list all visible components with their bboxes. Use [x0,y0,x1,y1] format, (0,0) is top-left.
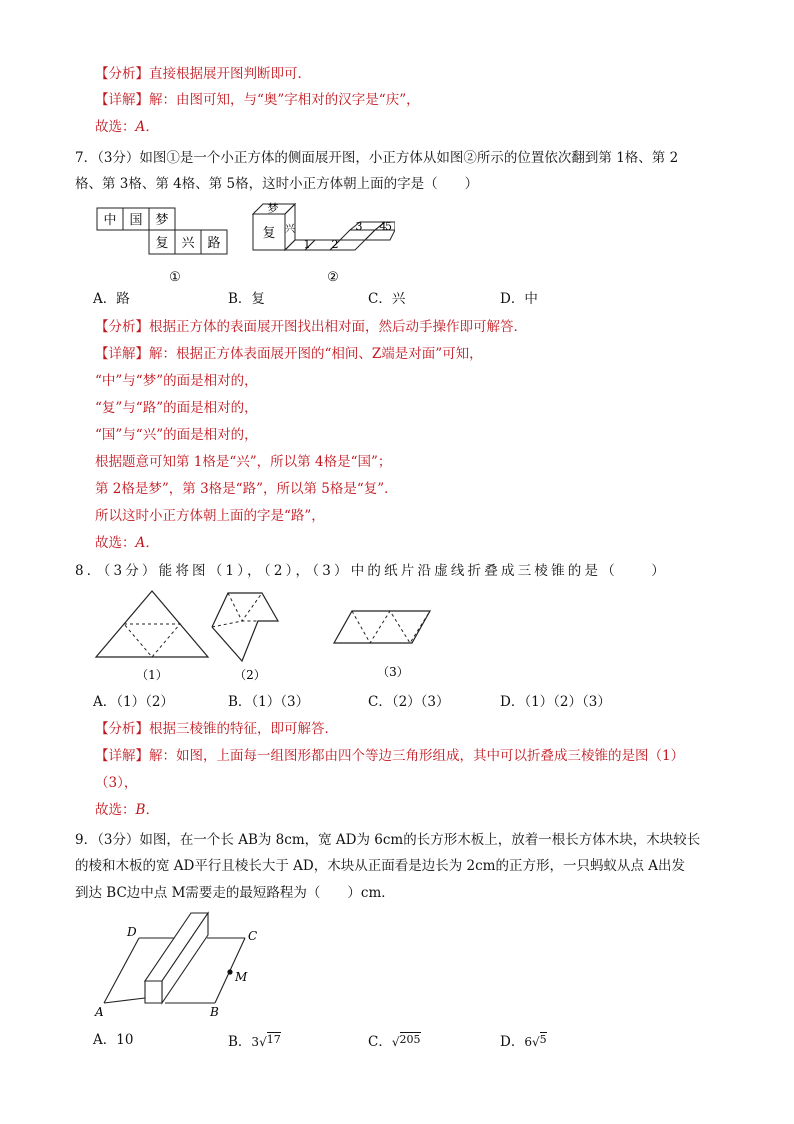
q8-caption-1: （1） [136,668,168,682]
q8-answer [95,800,159,820]
q9-figure [90,905,260,1020]
q9-option-a[interactable]: A．10 [93,1032,134,1048]
detail-line1: 解：如图，上面每一组图形都由四个等边三角形组成，其中可以折叠成三棱锥的是图（1） [149,748,685,764]
q8-analysis [95,719,338,739]
option-prefix: C． [368,1034,392,1050]
fig1-cell-meng: 梦 [155,213,169,228]
q9-stem-line1: 9．（3分）如图，在一个长 AB为 8cm，宽 AD为 6cm的长方形木板上，放着一根长方体木块，木块较长 [75,832,701,848]
q7-figures [95,200,395,290]
q7-option-d[interactable]: D．中 [500,291,538,307]
radical-icon: √ [531,1035,540,1049]
option-radicand: 17 [266,1033,281,1046]
fig2-cube-side: 兴 [285,224,295,235]
q8-option-d[interactable]: D．（1）（2）（3） [500,694,611,710]
q9-point-m [227,969,232,974]
option-coef: 3 [251,1035,260,1049]
q8-fig2 [212,593,278,661]
label-d: D [127,925,137,939]
q7-analysis [95,317,527,337]
q6-analysis [95,64,311,84]
q7-answer [95,533,159,553]
q8-detail [95,746,684,766]
fig1-cell-zhong: 中 [103,213,117,228]
q7-stem-line1: 7．（3分）如图①是一个小正方体的侧面展开图，小正方体从如图②所示的位置依次翻到第 1格、第 2 [75,150,679,166]
q8-detail-line2: （3）， [95,775,138,791]
fig2-cube-top: 梦 [267,202,279,215]
fig2-square-5: 5 [385,220,392,233]
fig1-caption: ① [169,270,181,285]
radical-icon: √ [259,1035,267,1049]
q7-stem-line2: 格、第 3格、第 4格、第 5格，这时小正方体朝上面的字是（ ） [75,176,479,192]
q8-fig3 [334,611,430,643]
fig2-caption: ② [327,270,339,285]
q8-figures [90,585,460,690]
q9-option-c[interactable] [368,1030,421,1052]
fig1-cell-fu: 复 [155,236,169,251]
fig1-cell-guo: 国 [129,213,143,228]
answer-prefix: 故选： [95,119,136,135]
fig2-cube-front: 复 [262,226,276,241]
q7-detail-line-5: 第 2格是梦”，第 3格是“路”，所以第 5格是“复”． [95,481,398,497]
q8-option-c[interactable]: C．（2）（3） [368,694,450,710]
q7-detail-line-3: “国”与“兴”的面是相对的， [95,427,258,443]
analysis-text: 根据三棱锥的特征，即可解答． [149,721,338,737]
option-coef: 6 [524,1035,532,1049]
q8-stem: 8．（3分）能将图（1），（2），（3）中的纸片沿虚线折叠成三棱锥的是（ ） [75,563,668,579]
fig2-square-4: 4 [379,220,387,233]
analysis-tag: 【分析】 [95,721,149,737]
detail-tag: 【详解】 [95,346,149,362]
q7-option-a[interactable]: A．路 [93,291,130,307]
q8-option-a[interactable]: A．（1）（2） [93,694,174,710]
q9-option-b[interactable] [228,1030,281,1052]
label-c: C [248,929,258,943]
q8-fig1 [96,591,208,657]
analysis-tag: 【分析】 [95,66,149,82]
q9-stem-line3: 到达 BC边中点 M需要走的最短路程为（ ）cm． [75,885,395,901]
q7-option-c[interactable]: C．兴 [368,291,406,307]
option-prefix: B． [228,1034,252,1050]
fig2-square-2: 2 [331,238,339,251]
q7-detail [95,344,483,364]
radical-icon: √ [391,1035,400,1049]
detail-tag: 【详解】 [95,92,149,108]
fig2-square-1: 1 [303,238,311,251]
label-m: M [235,970,248,984]
fig2-square-3: 3 [355,220,363,233]
answer-letter: B． [135,802,159,818]
q8-option-b[interactable]: B．（1）（3） [228,694,310,710]
q8-caption-2: （2） [234,668,266,682]
q9-option-d[interactable] [500,1030,547,1052]
analysis-tag: 【分析】 [95,319,149,335]
q9-stem-line2: 的棱和木板的宽 AD平行且棱长大于 AD，木块从正面看是边长为 2cm的正方形，一只蚂蚁从点 A出发 [75,858,686,874]
q6-answer [95,117,159,137]
q7-option-b[interactable]: B．复 [228,291,265,307]
q7-detail-line-1: “中”与“梦”的面是相对的， [95,373,258,389]
option-radicand: 5 [539,1033,547,1046]
detail-tag: 【详解】 [95,748,149,764]
option-prefix: D． [500,1034,525,1050]
q7-detail-line-6: 所以这时小正方体朝上面的字是“路”， [95,508,325,524]
answer-prefix: 故选： [95,802,136,818]
q9-block [145,913,208,1003]
fig1-cell-lu: 路 [207,236,221,251]
option-radicand: 205 [399,1033,421,1046]
answer-letter: A． [135,535,159,551]
analysis-text: 根据正方体的表面展开图找出相对面，然后动手操作即可解答． [149,319,527,335]
fig1-cell-xing: 兴 [181,236,195,251]
detail-text: 解：由图可知，与“奥”字相对的汉字是“庆”， [149,92,420,108]
q7-detail-line-2: “复”与“路”的面是相对的， [95,400,258,416]
q8-caption-3: （3） [377,665,409,679]
label-b: B [210,1005,219,1019]
q6-detail [95,90,420,110]
answer-prefix: 故选： [95,535,136,551]
detail-line-0: 解：根据正方体表面展开图的“相间、Z端是对面”可知， [149,346,483,362]
analysis-text: 直接根据展开图判断即可． [149,66,311,82]
answer-letter: A． [135,119,159,135]
label-a: A [95,1005,104,1019]
q7-detail-line-4: 根据题意可知第 1格是“兴”，所以第 4格是“国”； [95,454,392,470]
